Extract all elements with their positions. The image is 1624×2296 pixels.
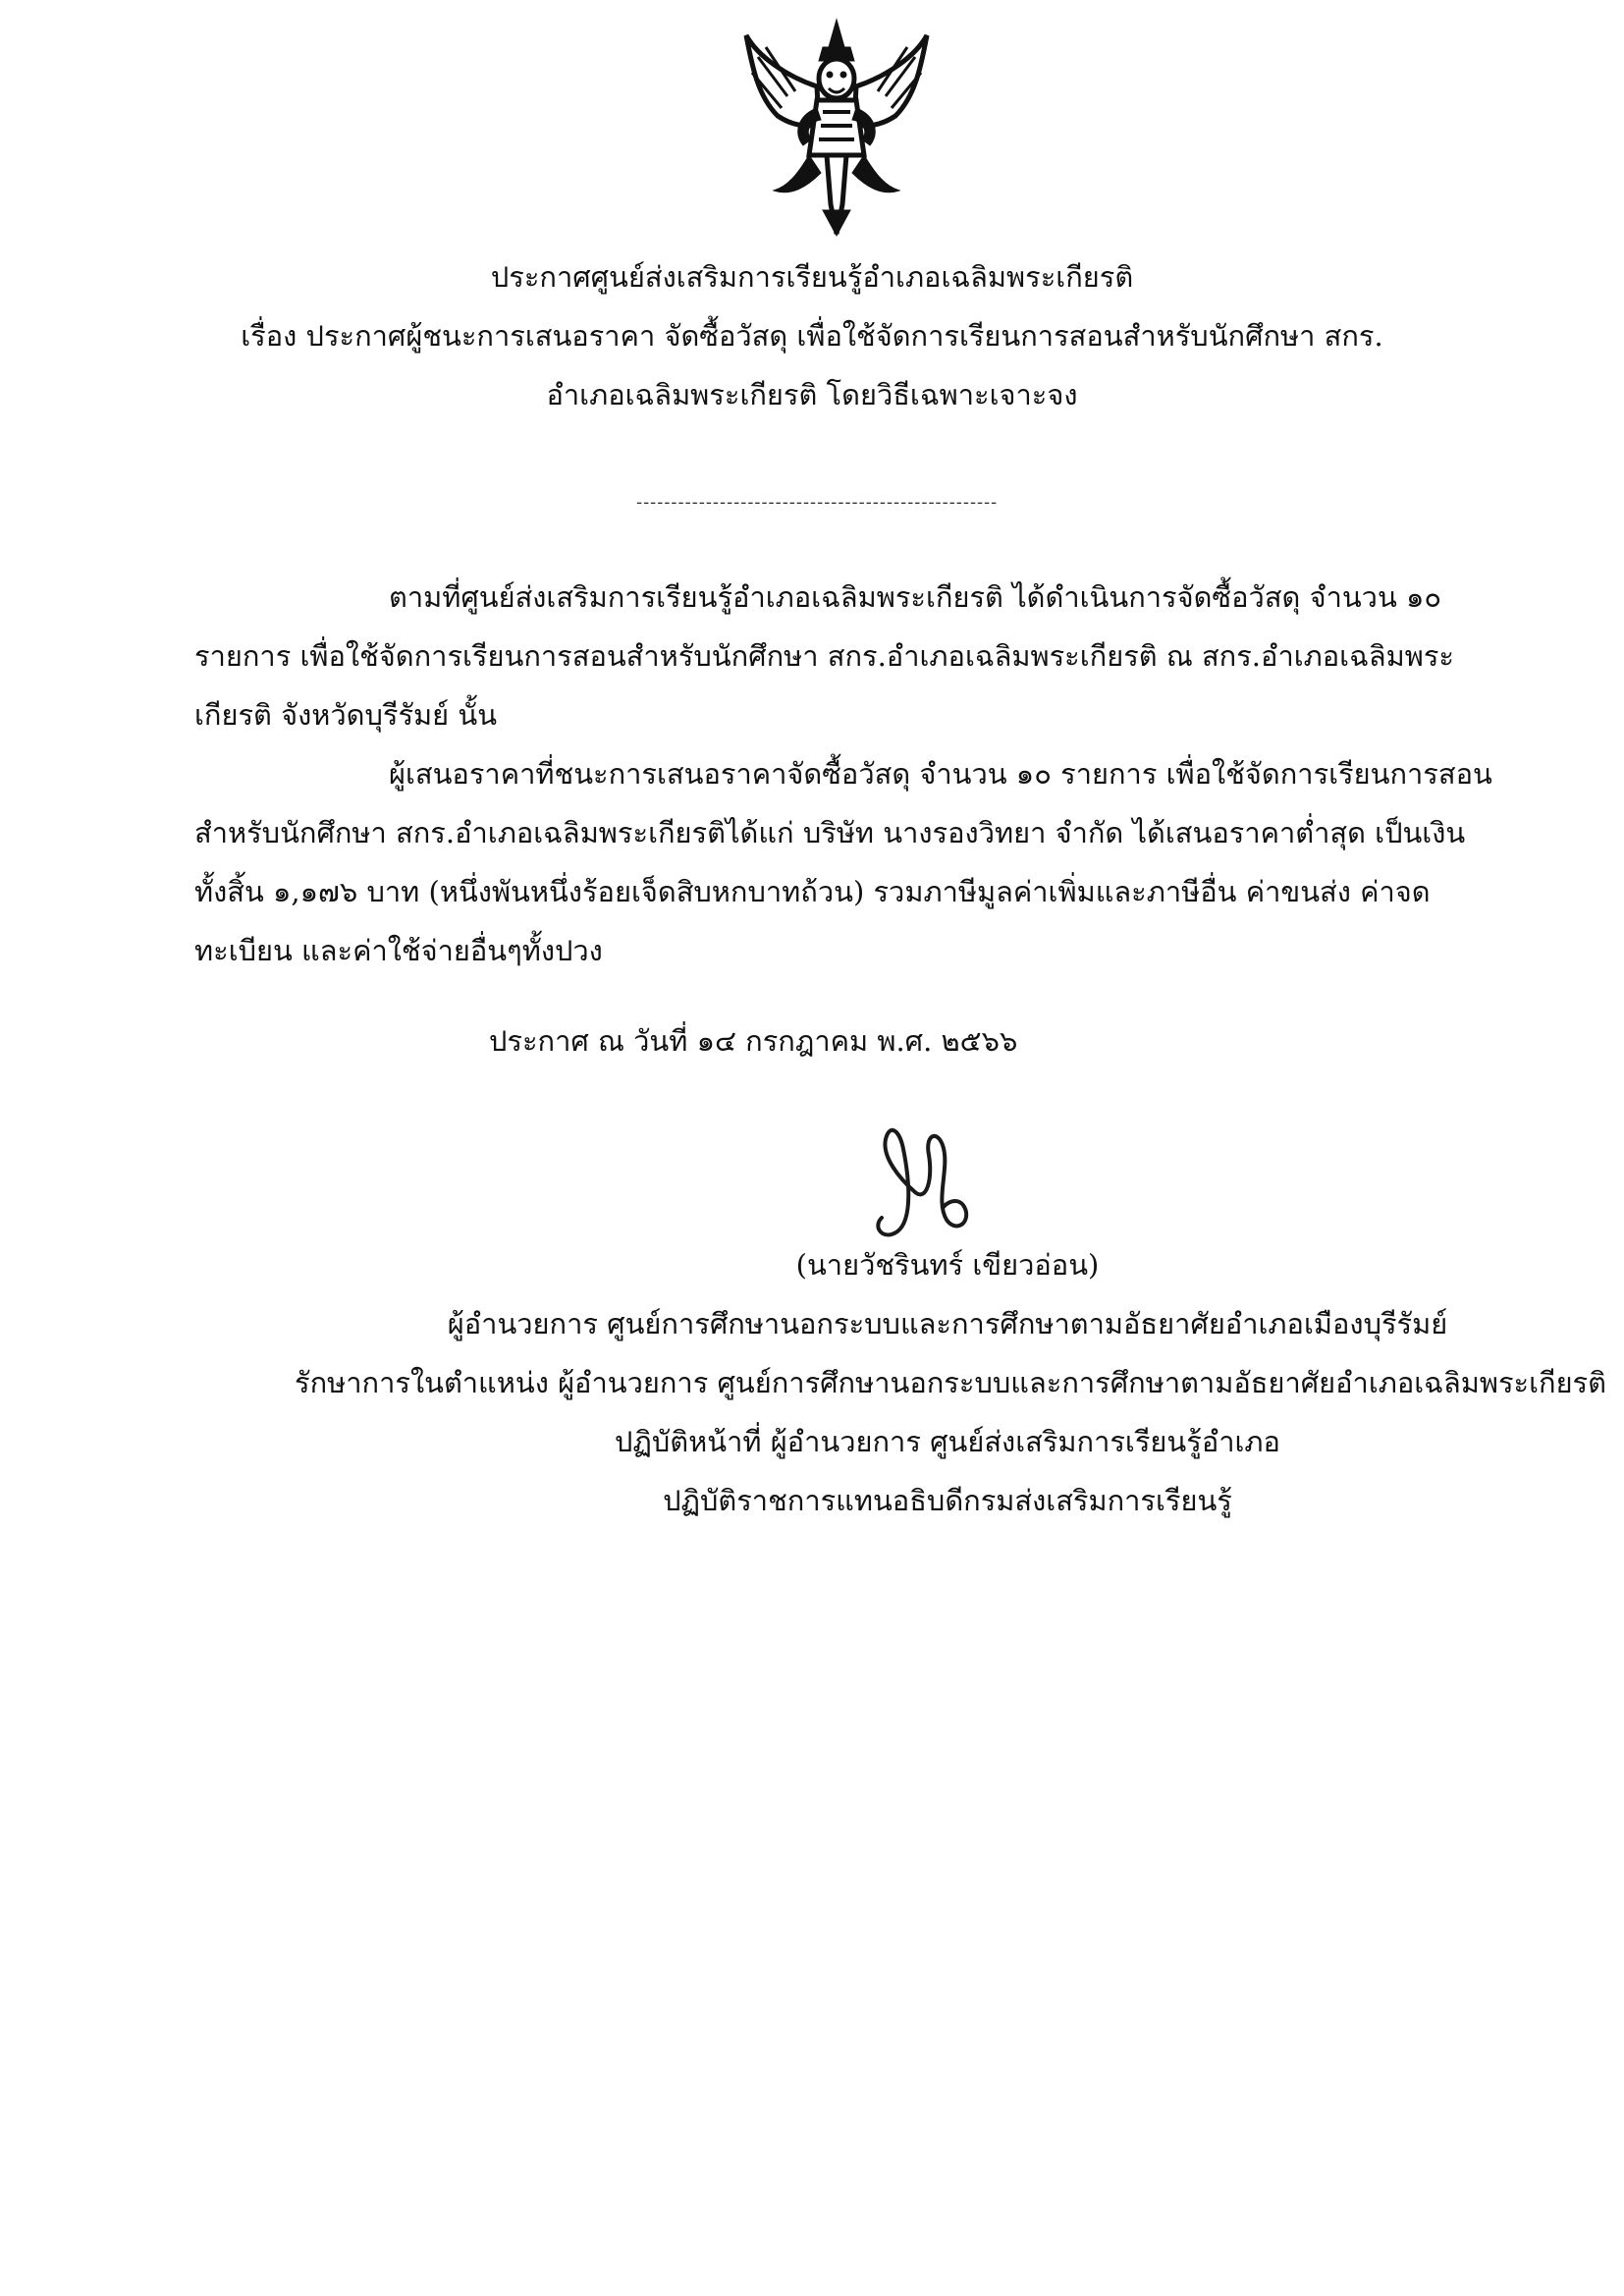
paragraph1-line3: เกียรติ จังหวัดบุรีรัมย์ นั้น (194, 698, 498, 732)
document-subject-continued: อำเภอเฉลิมพระเกียรติ โดยวิธีเฉพาะเจาะจง (546, 378, 1078, 411)
paragraph2-line1: ผู้เสนอราคาที่ชนะการเสนอราคาจัดซื้อวัสดุ จำนวน ๑๐ รายการ เพื่อใช้จัดการเรียนการสอน (389, 757, 1492, 791)
garuda-emblem-icon (738, 18, 935, 244)
document-title: ประกาศศูนย์ส่งเสริมการเรียนรู้อำเภอเฉลิมพระเกียรติ (490, 260, 1134, 294)
signatory-position3: ปฏิบัติหน้าที่ ผู้อำนวยการ ศูนย์ส่งเสริมการเรียนรู้อำเภอ (615, 1425, 1280, 1458)
paragraph1-line2: รายการ เพื่อใช้จัดการเรียนการสอนสำหรับนักศึกษา สกร.อำเภอเฉลิมพระเกียรติ ณ สกร.อำเภอเฉลิมพระ (194, 639, 1454, 673)
paragraph2-line2: สำหรับนักศึกษา สกร.อำเภอเฉลิมพระเกียรติได้แก่ บริษัท นางรองวิทยา จำกัด ได้เสนอราคาต่ำสุด เป็นเงิน (194, 816, 1466, 849)
announce-date: ประกาศ ณ วันที่ ๑๔ กรกฎาคม พ.ศ. ๒๕๖๖ (489, 1024, 1018, 1058)
header-divider: ---------------------------------------------------- (636, 492, 999, 513)
paragraph2-line3: ทั้งสิ้น ๑,๑๗๖ บาท (หนึ่งพันหนึ่งร้อยเจ็ดสิบหกบาทถ้วน) รวมภาษีมูลค่าเพิ่มและภาษีอื่น ค่าขนส่ง ค่าจด (194, 875, 1431, 908)
signatory-position2: รักษาการในตำแหน่ง ผู้อำนวยการ ศูนย์การศึกษานอกระบบและการศึกษาตามอัธยาศัยอำเภอเฉลิมพระเกียรติ (295, 1366, 1606, 1399)
signatory-name: (นายวัชรินทร์ เขียวอ่อน) (795, 1248, 1100, 1282)
signatory-position1: ผู้อำนวยการ ศูนย์การศึกษานอกระบบและการศึกษาตามอัธยาศัยอำเภอเมืองบุรีรัมย์ (447, 1307, 1448, 1340)
signatory-position4: ปฏิบัติราชการแทนอธิบดีกรมส่งเสริมการเรียนรู้ (663, 1484, 1232, 1517)
paragraph1-line1: ตามที่ศูนย์ส่งเสริมการเรียนรู้อำเภอเฉลิมพระเกียรติ ได้ดำเนินการจัดซื้อวัสดุ จำนวน ๑๐ (389, 580, 1442, 614)
handwritten-signature-icon (864, 1110, 982, 1247)
paragraph2-line4: ทะเบียน และค่าใช้จ่ายอื่นๆทั้งปวง (194, 934, 603, 967)
document-subject: เรื่อง ประกาศผู้ชนะการเสนอราคา จัดซื้อวัสดุ เพื่อใช้จัดการเรียนการสอนสำหรับนักศึกษา สกร. (241, 319, 1383, 353)
